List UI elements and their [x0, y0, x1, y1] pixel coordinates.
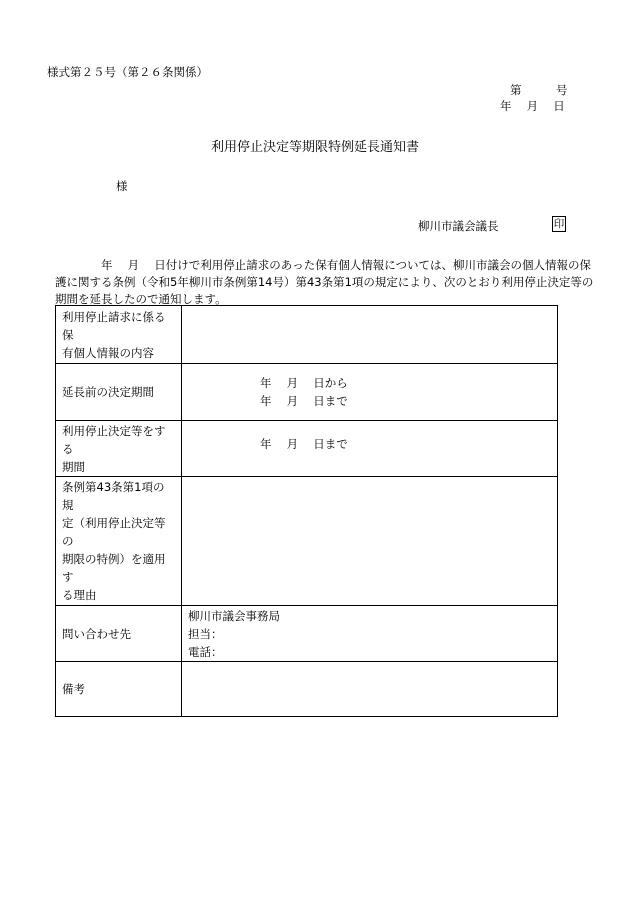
label-line: 定（利用停止決定等の [62, 516, 166, 548]
contact-phone: 電話： [188, 645, 223, 659]
decision-until: 年 月 日まで [260, 436, 348, 451]
body-text [55, 257, 594, 308]
label-reason [56, 477, 182, 606]
table-row-contact [56, 606, 558, 662]
value-reason[interactable] [182, 477, 558, 606]
table-row-remarks [56, 662, 558, 717]
body-line: 期間を延長したので通知します。 [55, 292, 227, 306]
table-row-original-period [56, 364, 558, 421]
label-line: る理由 [62, 588, 97, 602]
table-row-reason [56, 477, 558, 606]
label-line: 期間 [62, 459, 85, 474]
contact-person: 担当： [188, 627, 223, 641]
value-original-period[interactable] [182, 364, 558, 421]
contact-office: 柳川市議会事務局 [188, 609, 280, 623]
label-line: 有個人情報の内容 [62, 345, 154, 360]
label-line: 期限の特例）を適用す [62, 552, 166, 584]
table-row-info-content [56, 306, 558, 364]
document-title: 利用停止決定等期限特例延長通知書 [210, 140, 419, 155]
table-row-decision-period [56, 421, 558, 477]
label-line: 条例第43条第1項の規 [62, 480, 165, 512]
period-from: 年 月 日から [260, 376, 348, 390]
notice-table [55, 305, 558, 717]
value-remarks[interactable] [182, 662, 558, 717]
body-line: 年 月 日付けで利用停止請求のあった保有個人情報については、柳川市議会の個人情報の保 [55, 258, 591, 272]
label-contact: 問い合わせ先 [56, 606, 182, 662]
body-line: 護に関する条例（令和5年柳川市条例第14号）第43条第1項の規定により、次のとおり利用停止決定等の [55, 275, 594, 289]
recipient-honorific: 様 [116, 179, 128, 193]
label-remarks: 備考 [56, 662, 182, 717]
form-number: 様式第２５号（第２６条関係） [47, 65, 208, 79]
sender-name: 柳川市議会議長 [418, 219, 499, 233]
period-to: 年 月 日まで [260, 394, 348, 408]
document-number: 第 号 [510, 83, 568, 97]
value-contact[interactable] [182, 606, 558, 662]
seal-mark: 印 [553, 218, 565, 230]
label-decision-period [56, 421, 182, 477]
document-date: 年 月 日 [500, 99, 565, 113]
value-info-content[interactable] [182, 306, 558, 364]
value-decision-period[interactable] [182, 421, 558, 477]
label-line: 利用停止請求に係る保 [62, 309, 166, 342]
label-info-content [56, 306, 182, 364]
label-line: 利用停止決定等をする [62, 423, 166, 456]
label-original-period: 延長前の決定期間 [56, 364, 182, 421]
